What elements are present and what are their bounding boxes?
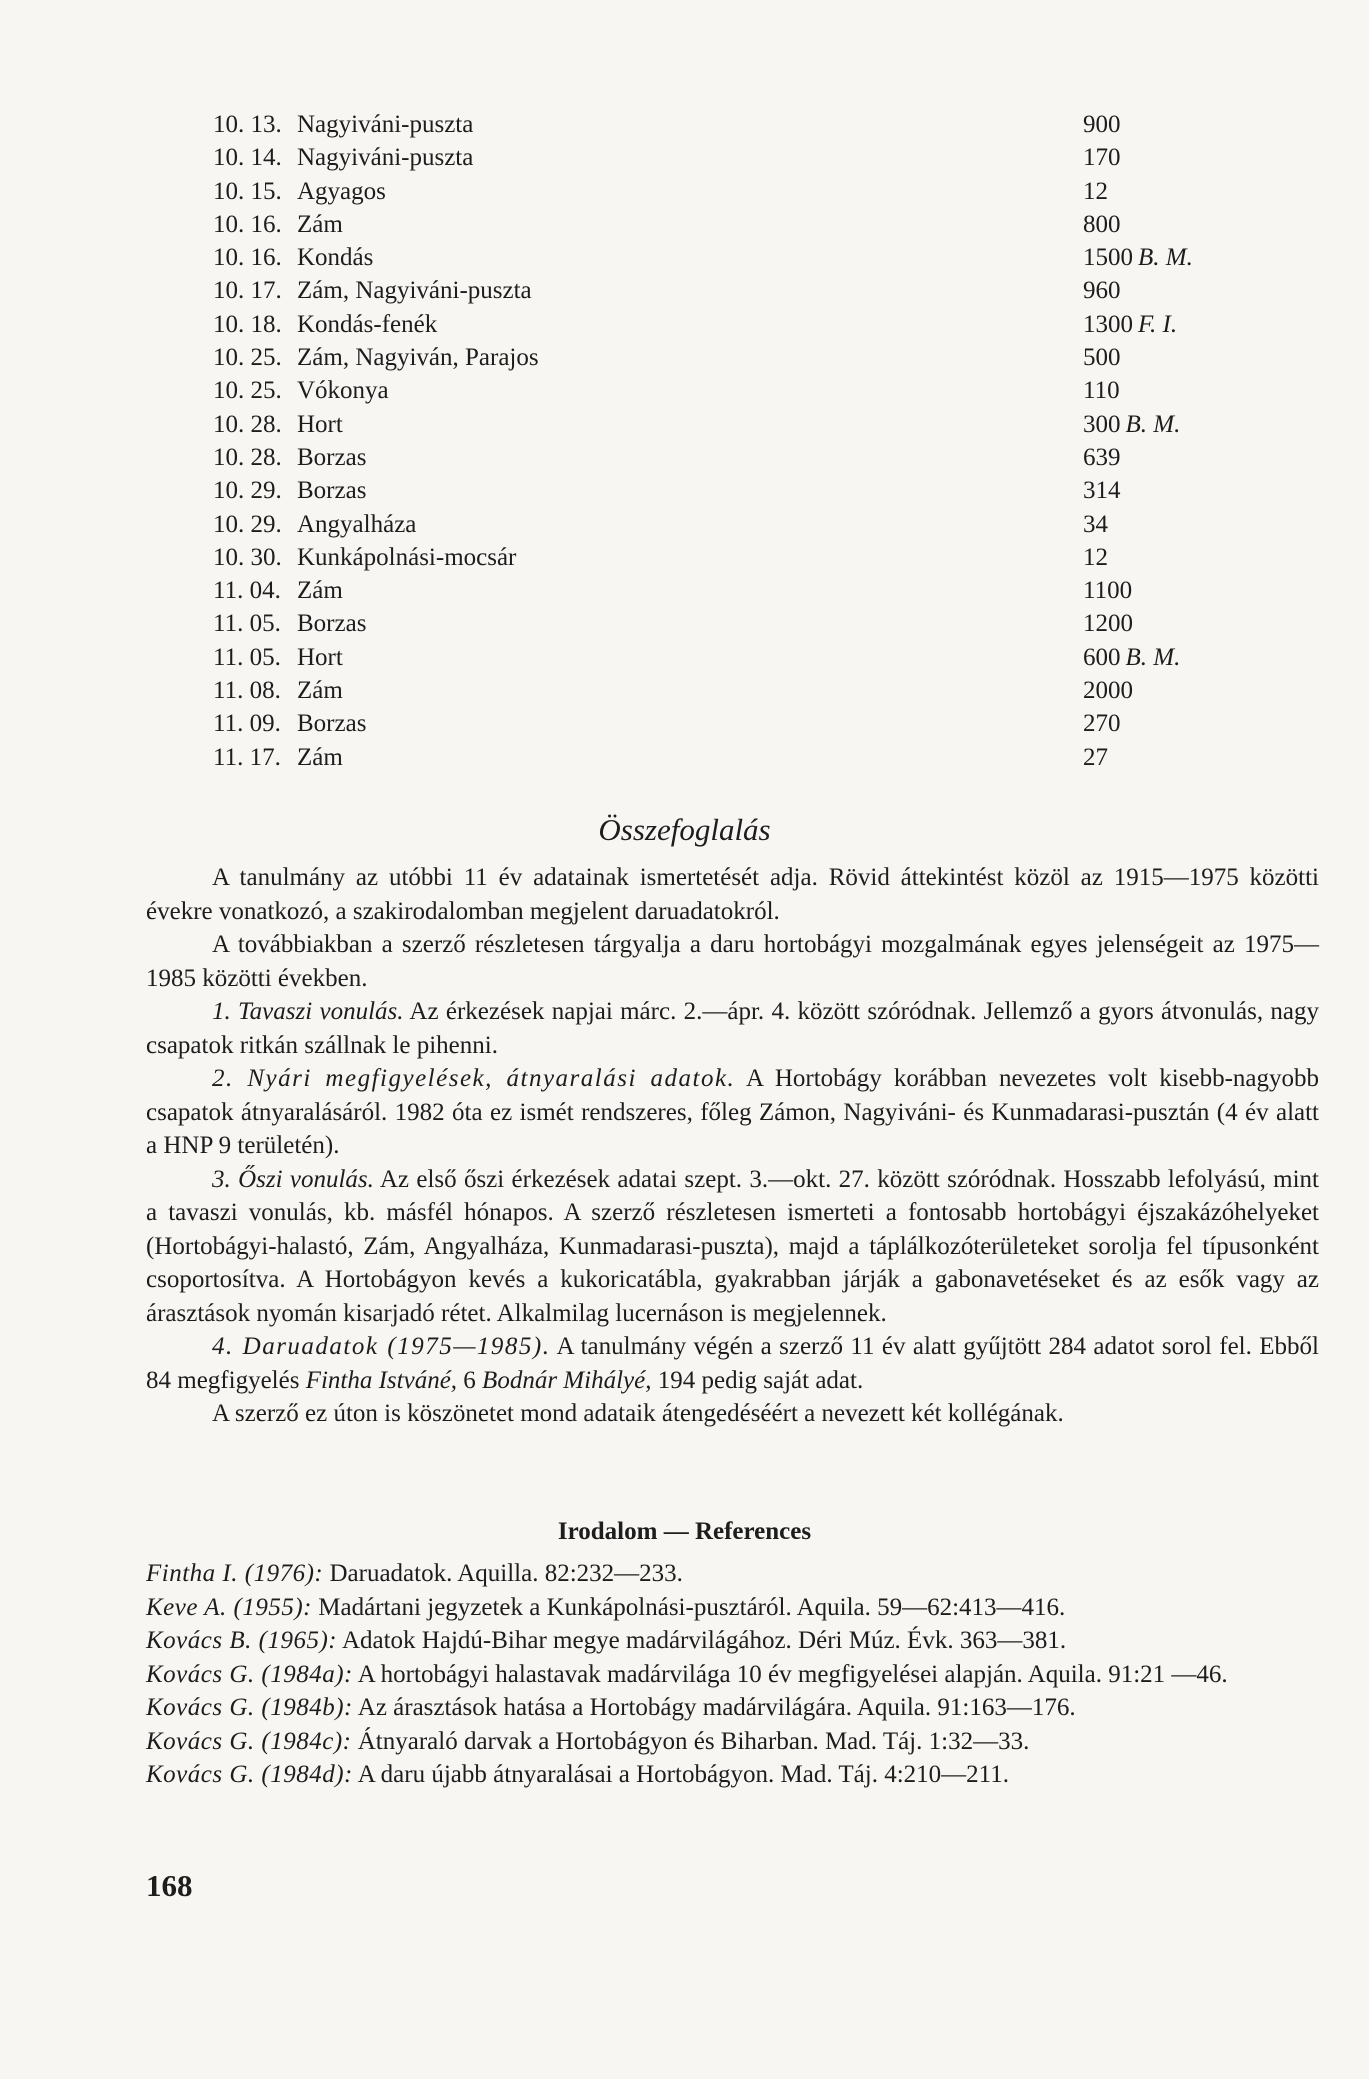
observation-date: 11. 09. <box>213 710 281 738</box>
observation-count <box>1083 707 1126 740</box>
summary-heading: Összefoglalás <box>598 812 771 847</box>
observation-row <box>213 374 1233 407</box>
observation-date: 11. 04. <box>213 577 281 605</box>
reference-text: Az árasztások hatása a Hortobágy madárvilágára. Aquila. 91:163—176. <box>352 1694 1076 1721</box>
observation-count <box>1083 108 1126 141</box>
count-value: 960 <box>1083 277 1121 305</box>
summary-paragraph: A szerző ez úton is köszönetet mond adataik átengedéséért a nevezett két kollégának. <box>212 1400 1064 1427</box>
observation-row <box>213 175 1233 208</box>
observation-place: Nagyiváni-puszta <box>297 144 474 172</box>
observation-place: Borzas <box>297 477 367 505</box>
summary-paragraph <box>146 1062 1319 1163</box>
observation-row <box>213 607 1233 640</box>
count-value: 170 <box>1083 144 1121 172</box>
observation-row <box>213 707 1233 740</box>
observation-row <box>213 308 1233 341</box>
count-value: 1100 <box>1083 577 1133 605</box>
observation-row <box>213 141 1233 174</box>
observation-place: Zám <box>297 577 343 605</box>
count-value: 800 <box>1083 210 1121 238</box>
observation-date: 11. 08. <box>213 677 281 705</box>
reference-author: Kovács B. (1965): <box>146 1627 338 1654</box>
reference-item <box>146 1624 1246 1658</box>
reference-text: Átnyaraló darvak a Hortobágyon és Biharban. Mad. Táj. 1:32—33. <box>351 1727 1030 1755</box>
observation-count <box>1083 208 1126 241</box>
reference-text: Adatok Hajdú-Bihar megye madárvilágához. Déri Múz. Évk. 363—381. <box>337 1627 1067 1654</box>
observation-count <box>1083 741 1113 774</box>
observation-place: Hort <box>297 410 343 438</box>
observation-row <box>213 208 1233 241</box>
observation-row <box>213 508 1233 541</box>
summary-paragraph <box>146 1163 1319 1331</box>
count-value: 900 <box>1083 111 1121 138</box>
references-list <box>146 1557 1246 1792</box>
observation-place: Hort <box>297 643 343 671</box>
count-value: 27 <box>1083 743 1108 771</box>
count-value: 1200 <box>1083 610 1133 638</box>
observer-initials: F. I. <box>1138 310 1178 338</box>
reference-item <box>146 1691 1246 1725</box>
reference-text: Madártani jegyzetek a Kunkápolnási-pusztáról. Aquila. 59—62:413—416. <box>312 1593 1066 1621</box>
observation-count <box>1083 175 1113 208</box>
observation-count <box>1083 141 1126 174</box>
observation-count <box>1083 374 1125 407</box>
reference-author: Kovács G. (1984c): <box>146 1727 352 1755</box>
observer-initials: B. M. <box>1125 643 1181 671</box>
summary-body <box>146 861 1319 1431</box>
observation-count <box>1083 274 1126 307</box>
count-value: 12 <box>1083 543 1108 571</box>
observation-row <box>213 641 1233 674</box>
observation-date: 10. 28. <box>213 443 282 471</box>
observation-place: Zám <box>297 743 343 771</box>
observation-row <box>213 574 1233 607</box>
observation-date: 11. 05. <box>213 643 281 671</box>
observer-initials: B. M. <box>1125 410 1181 438</box>
count-value: 300 <box>1083 410 1121 438</box>
observation-date: 10. 28. <box>213 410 282 438</box>
count-value: 2000 <box>1083 677 1133 705</box>
observation-row <box>213 274 1233 307</box>
section-label: 3. Őszi vonulás. <box>212 1165 374 1193</box>
page-number: 168 <box>146 1868 193 1903</box>
references-heading: Irodalom — References <box>557 1518 812 1545</box>
section-text: Az első őszi érkezések adatai szept. 3.—okt. 27. között szóródnak. Hosszabb lefolyású, mint a tavaszi vonulás, kb. másfél hónapos. A szerző részletesen ismerteti a fontosabb hortobágyi éjszakázóhelyeket (Hortobágyi-halastó, Zám, Angyalháza, Kunmadarasi-puszta), majd a táplálkozóterületeket sorolja fel típusonként csoportosítva. A Hortobágyon kevés a kukoricatábla, gyakrabban járják a gabonavetéseket és az esők vagy az árasztások nyomán kisarjadó rétet. Alkalmilag lucernáson is megjelennek. <box>146 1165 1319 1327</box>
observation-place: Zám, Nagyiváni-puszta <box>297 277 532 305</box>
observation-date: 10. 13. <box>213 111 282 138</box>
count-value: 1300 <box>1083 310 1133 338</box>
observation-place: Zám <box>297 210 343 238</box>
observation-row <box>213 474 1233 507</box>
observation-row <box>213 241 1233 274</box>
count-value: 12 <box>1083 177 1108 205</box>
observation-row <box>213 341 1233 374</box>
observation-date: 10. 25. <box>213 377 282 405</box>
count-value: 600 <box>1083 643 1121 671</box>
observation-count <box>1083 574 1137 607</box>
observation-date: 10. 14. <box>213 144 282 172</box>
summary-paragraph: A továbbiakban a szerző részletesen tárgyalja a daru hortobágyi mozgalmának egyes jelenségeit az 1975—1985 közötti években. <box>146 931 1319 992</box>
observation-place: Agyagos <box>297 177 386 205</box>
reference-text: A hortobágyi halastavak madárvilága 10 év megfigyelései alapján. Aquila. 91:21 —46. <box>352 1660 1228 1688</box>
summary-paragraph: A tanulmány az utóbbi 11 év adatainak ismertetését adja. Rövid áttekintést közöl az 1915—1975 közötti évekre vonatkozó, a szakirodalomban megjelent daruadatokról. <box>146 864 1319 925</box>
count-value: 270 <box>1083 710 1121 738</box>
observation-date: 10. 18. <box>213 310 282 338</box>
observation-place: Vókonya <box>297 377 389 405</box>
observation-date: 10. 16. <box>213 210 282 238</box>
observation-place: Kunkápolnási-mocsár <box>297 543 517 571</box>
observation-count <box>1083 341 1126 374</box>
observation-date: 10. 17. <box>213 277 282 305</box>
reference-author: Kovács G. (1984a): <box>146 1660 353 1688</box>
reference-text: A daru újabb átnyaralásai a Hortobágyon. Mad. Táj. 4:210—211. <box>352 1761 1009 1788</box>
summary-paragraph <box>146 1330 1319 1397</box>
section-text: A tanulmány végén a szerző 11 év alatt gyűjtött 284 adatot sorol fel. Ebből 84 megfigyelés <box>146 1333 1319 1394</box>
reference-item <box>146 1725 1246 1759</box>
observer-initials: B. M. <box>1138 244 1193 272</box>
reference-author: Kovács G. (1984d): <box>146 1761 353 1788</box>
observation-place: Nagyiváni-puszta <box>297 111 474 138</box>
count-value: 639 <box>1083 443 1121 471</box>
observation-place: Angyalháza <box>297 510 417 538</box>
observer-name: Fintha Istváné, <box>305 1366 458 1394</box>
observation-count <box>1083 674 1138 707</box>
observation-count <box>1083 607 1138 640</box>
section-text: 194 pedig saját adat. <box>651 1366 864 1394</box>
observer-name: Bodnár Mihályé, <box>482 1366 652 1394</box>
section-text: 6 <box>457 1366 483 1394</box>
observation-date: 10. 30. <box>213 543 282 571</box>
section-text: Az érkezések napjai márc. 2.—ápr. 4. között szóródnak. Jellemző a gyors átvonulás, nagy csapatok ritkán szállnak le pihenni. <box>146 998 1319 1059</box>
observation-place: Zám, Nagyiván, Parajos <box>297 344 539 372</box>
reference-item <box>146 1557 1246 1591</box>
section-label: 1. Tavaszi vonulás. <box>212 998 404 1025</box>
count-value: 1500 <box>1083 244 1133 272</box>
observation-count <box>1083 241 1193 274</box>
observation-date: 10. 25. <box>213 344 282 372</box>
reference-item <box>146 1658 1246 1692</box>
observation-place: Kondás-fenék <box>297 310 438 338</box>
observation-place: Borzas <box>297 610 367 638</box>
observation-count <box>1083 508 1113 541</box>
observation-date: 10. 15. <box>213 177 282 205</box>
section-label: 4. Daruadatok (1975—1985). <box>212 1333 551 1360</box>
reference-text: Daruadatok. Aquilla. 82:232—233. <box>323 1560 683 1587</box>
reference-item <box>146 1591 1246 1625</box>
count-value: 500 <box>1083 344 1121 372</box>
observation-row <box>213 541 1233 574</box>
observation-date: 11. 17. <box>213 743 281 771</box>
observation-list <box>213 108 1233 774</box>
observation-row <box>213 408 1233 441</box>
observation-place: Borzas <box>297 443 367 471</box>
observation-row <box>213 108 1233 141</box>
observation-place: Kondás <box>297 244 374 272</box>
observation-date: 10. 16. <box>213 244 282 272</box>
count-value: 110 <box>1083 377 1120 405</box>
observation-row <box>213 441 1233 474</box>
summary-paragraph <box>146 995 1319 1062</box>
reference-item <box>146 1758 1246 1792</box>
observation-count <box>1083 308 1177 341</box>
observation-place: Borzas <box>297 710 367 738</box>
reference-author: Kovács G. (1984b): <box>146 1694 353 1721</box>
count-value: 34 <box>1083 510 1108 538</box>
reference-author: Fintha I. (1976): <box>146 1560 324 1587</box>
count-value: 314 <box>1083 477 1121 505</box>
observation-date: 10. 29. <box>213 510 282 538</box>
observation-date: 11. 05. <box>213 610 281 638</box>
observation-count <box>1083 474 1126 507</box>
observation-count <box>1083 641 1180 674</box>
observation-date: 10. 29. <box>213 477 282 505</box>
observation-row <box>213 674 1233 707</box>
section-label: 2. Nyári megfigyelések, átnyaralási adatok. <box>212 1065 736 1092</box>
observation-row <box>213 741 1233 774</box>
observation-place: Zám <box>297 677 343 705</box>
observation-count <box>1083 408 1180 441</box>
section-text: A Hortobágy korábban nevezetes volt kisebb-nagyobb csapatok átnyaralásáról. 1982 óta ez ismét rendszeres, főleg Zámon, Nagyiváni- és Kunmadarasi-pusztán (4 év alatt a HNP 9 területén). <box>146 1065 1319 1159</box>
reference-author: Keve A. (1955): <box>146 1593 313 1621</box>
observation-count <box>1083 441 1126 474</box>
observation-count <box>1083 541 1113 574</box>
